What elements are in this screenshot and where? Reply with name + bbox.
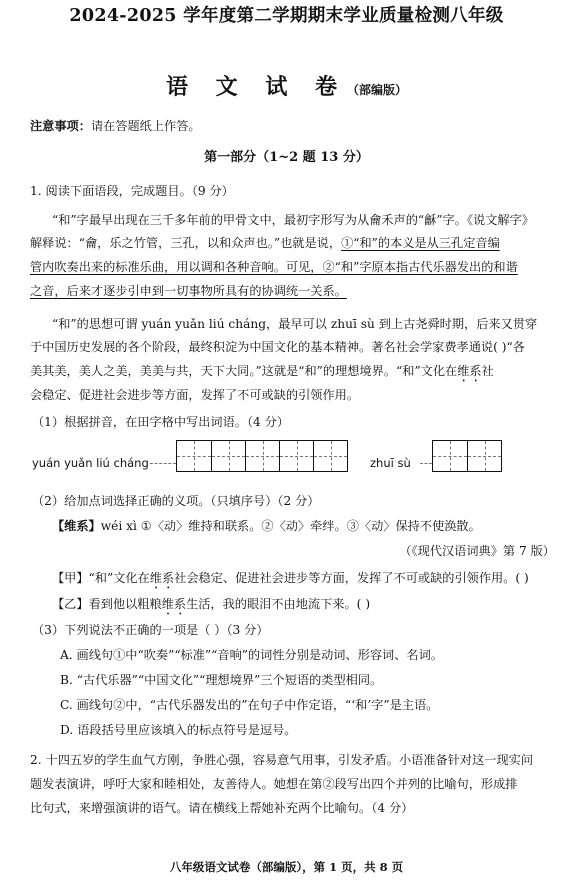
q1-passage-line: 于中国历史发展的各个阶段，最终积淀为中国文化的基本精神。著名社会学家费孝通说( )“各 [30, 340, 525, 354]
dotted-word: 维系 [149, 571, 175, 585]
page-footer: 八年级语文试卷（部编版），第 1 页，共 8 页 [169, 860, 404, 874]
tianzige-grid-2[interactable] [432, 440, 502, 472]
item-text: 【甲】“和”文化在 [52, 571, 150, 585]
underlined-sentence-2: 管内吹奏出来的标准乐曲，用以调和各种音响。可见，②“和”字原本指古代乐器发出的和谐 [30, 260, 518, 274]
item-jia [52, 570, 529, 592]
q1-stem: 1. 阅读下面语段，完成题目。（9 分） [30, 184, 234, 198]
pinyin-label-1: yuán yuǎn liú cháng [32, 456, 149, 470]
q1-passage-line [30, 363, 494, 385]
item-yi [52, 596, 370, 618]
dotted-word: 维系 [161, 597, 187, 611]
tianzige-cell[interactable] [211, 441, 245, 471]
q2-line: 题发表演讲，呼吁大家和睦相处，友善待人。她想在第②段写出四个并列的比喻句，形成排 [30, 777, 518, 791]
passage-text: 解释说：“龠，乐之竹管，三孔，以和众声也。”也就是说， [30, 236, 342, 250]
q1-passage-line: “和”的思想可谓 yuán yuǎn liú cháng，最早可以 zhuī sù 到上古尧舜时期，后来又贯穿 [52, 317, 538, 331]
passage-text: 社 [481, 364, 494, 378]
tianzige-cell[interactable] [279, 441, 313, 471]
exam-header: 2024-2025 学年度第二学期期末学业质量检测八年级 [69, 6, 504, 26]
item-text: 生活，我的眼泪不由地流下来。( ) [186, 597, 371, 611]
tianzige-cell[interactable] [245, 441, 279, 471]
q1-passage-line: “和”字最早出现在三千多年前的甲骨文中，最初字形写为从龠禾声的“龢”字。《说文解字》 [52, 213, 534, 227]
item-text: 社会稳定、促进社会进步等方面，发挥了不可或缺的引领作用。( ) [174, 571, 529, 585]
pinyin-leader [420, 463, 432, 464]
edition-label: （部编版） [346, 83, 407, 97]
notice [30, 118, 201, 134]
tianzige-cell[interactable] [433, 441, 467, 471]
sub1-stem: （1）根据拼音，在田字格中写出词语。（4 分） [32, 415, 290, 429]
tianzige-grid-1[interactable] [176, 440, 348, 472]
sub2-stem: （2）给加点词选择正确的义项。（只填序号）（2 分） [32, 494, 320, 508]
q2-line: 2. 十四五岁的学生血气方刚，争胜心强，容易意气用事，引发矛盾。小语准备针对这一现实问 [30, 753, 534, 767]
subject-title: 语 文 试 卷 [166, 74, 347, 100]
dict-headword: 【维系】 [52, 519, 101, 533]
dict-definition: wéi xì ①〈动〉维持和联系。②〈动〉牵绊。③〈动〉保持不使涣散。 [100, 519, 481, 533]
option-d: D. 语段括号里应该填入的标点符号是逗号。 [60, 723, 297, 737]
dotted-word: 维系 [457, 364, 482, 378]
underlined-sentence-3: 之音，后来才逐步引申到一切事物所具有的协调统一关系。 [30, 284, 347, 298]
option-c: C. 画线句②中，“古代乐器发出的”在句子中作定语，“‘和’字”是主语。 [60, 698, 439, 712]
q1-passage-line [30, 235, 500, 251]
sub3-stem: （3）下列说法不正确的一项是（ ）（3 分） [32, 623, 269, 637]
exam-title [0, 73, 573, 104]
q1-passage-line: 会稳定、促进社会进步等方面，发挥了不可或缺的引领作用。 [30, 388, 360, 402]
pinyin-label-2: zhuī sù [370, 456, 411, 470]
underlined-sentence-1: ①“和”的本义是从三孔定音编 [341, 236, 500, 250]
option-b: B. “古代乐器”“中国文化”“理想境界”三个短语的类型相同。 [60, 673, 383, 687]
part1-heading: 第一部分（1~2 题 13 分） [204, 150, 369, 165]
tianzige-cell[interactable] [467, 441, 501, 471]
notice-text: 请在答题纸上作答。 [90, 119, 201, 133]
dictionary-entry [52, 518, 481, 534]
q2-line: 比句式，来增强演讲的语气。请在横线上帮她补充两个比喻句。（4 分） [30, 801, 414, 815]
notice-label: 注意事项： [30, 119, 91, 133]
passage-text: 美其美，美人之美，美美与共，天下大同。”这就是“和”的理想境界。“和”文化在 [30, 364, 458, 378]
tianzige-cell[interactable] [177, 441, 211, 471]
tianzige-cell[interactable] [313, 441, 347, 471]
option-a: A. 画线句①中“吹奏”“标准”“音响”的词性分别是动词、形容词、名词。 [60, 648, 443, 662]
item-text: 【乙】看到他以粗粮 [52, 597, 162, 611]
dict-source: （《现代汉语词典》第 7 版） [399, 544, 555, 558]
pinyin-leader [150, 463, 176, 464]
